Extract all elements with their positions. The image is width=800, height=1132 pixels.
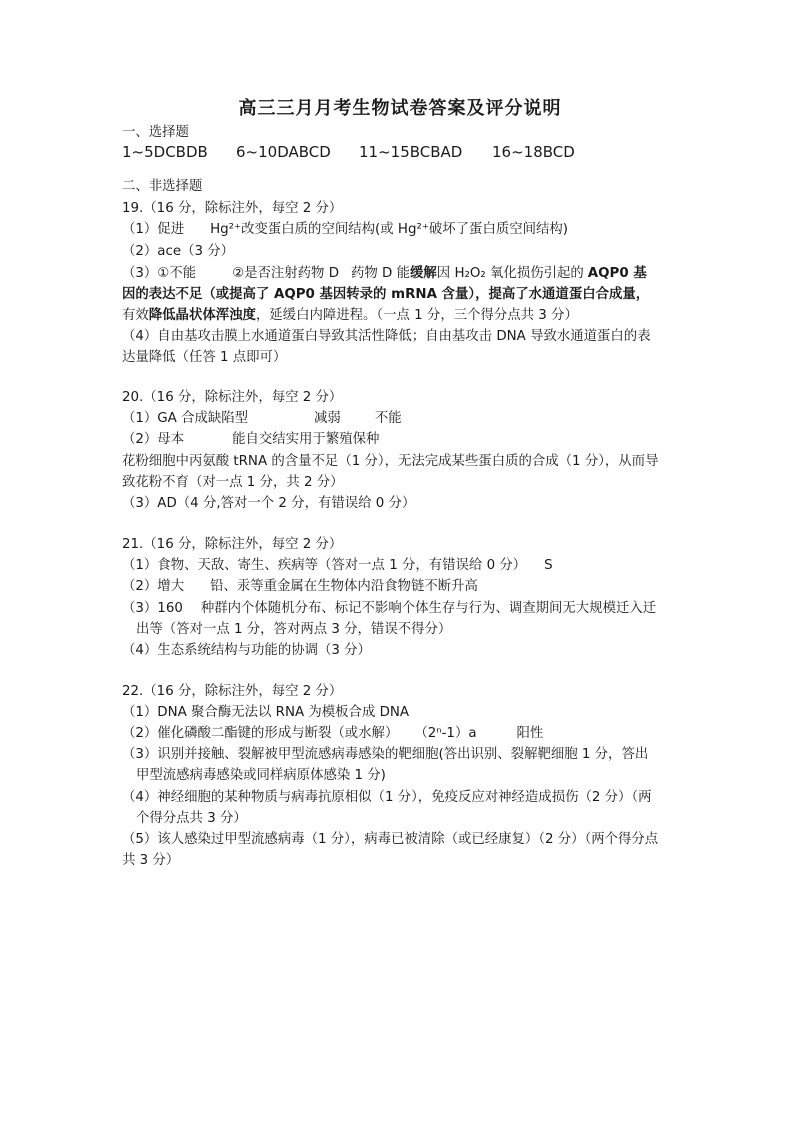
q22-answer-5: （5）该人感染过甲型流感病毒（1 分），病毒已被清除（或已经康复）（2 分）（两个得分点 <box>122 832 659 847</box>
q20-1-b: 减弱 <box>314 411 341 426</box>
q21-3-a: （3）160 <box>122 601 183 616</box>
q20-1-a: （1）GA 合成缺陷型 <box>122 411 249 426</box>
q22-answer-3-cont: 甲型流感病毒感染或同样病原体感染 1 分) <box>136 768 386 783</box>
q19-answer-2: （2）ace（3 分） <box>122 244 235 259</box>
q22-2-b: （2ⁿ-1）a <box>414 726 477 741</box>
q20-header: 20.（16 分，除标注外，每空 2 分） <box>122 390 343 405</box>
q22-answer-5-cont: 共 3 分） <box>122 853 180 868</box>
q22-header: 22.（16 分，除标注外，每空 2 分） <box>122 684 343 699</box>
q19-header: 19.（16 分，除标注外，每空 2 分） <box>122 201 343 216</box>
q19-3-c: 药物 D 能 <box>351 266 411 281</box>
q21-1-b: S <box>544 558 553 573</box>
q19-1-b: Hg²⁺改变蛋白质的空间结构(或 Hg²⁺破坏了蛋白质空间结构) <box>210 222 569 237</box>
q22-2-c: 阳性 <box>516 726 544 741</box>
q19-3-d: 缓解 <box>410 266 437 281</box>
q21-3-b: 种群内个体随机分布、标记不影响个体生存与行为、调查期间无大规模迁入迁 <box>200 601 657 616</box>
q22-2-a: （2）催化磷酸二酯键的形成与断裂（或水解） <box>122 726 399 741</box>
section-heading-multiple-choice: 一、选择题 <box>122 125 189 140</box>
answer-group-1-5: 1~5DCBDB <box>122 143 208 161</box>
q22-answer-4: （4）神经细胞的某种物质与病毒抗原相似（1 分），免疫反应对神经造成损伤（2 分）（两 <box>122 790 652 805</box>
q21-answer-4: （4）生态系统结构与功能的协调（3 分） <box>122 643 371 658</box>
q21-answer-1 <box>122 557 553 575</box>
q19-answer-1 <box>122 221 568 239</box>
q20-answer-2-cont: 花粉细胞中丙氨酸 tRNA 的含量不足（1 分），无法完成某些蛋白质的合成（1 分），从而导 <box>122 454 659 469</box>
q20-answer-1 <box>122 410 402 428</box>
answer-group-6-10: 6~10DABCD <box>236 143 331 161</box>
q22-answer-3: （3）识别并接触、裂解被甲型流感病毒感染的靶细胞(答出识别、裂解靶细胞 1 分，答出 <box>122 747 649 762</box>
q19-3-b: ②是否注射药物 D <box>232 266 340 281</box>
q19-1-a: （1）促进 <box>122 222 185 237</box>
q19-3-h: 降低晶状体浑浊度 <box>148 308 256 323</box>
q22-answer-1: （1）DNA 聚合酶无法以 RNA 为模板合成 DNA <box>122 705 410 720</box>
page-title: 高三三月月考生物试卷答案及评分说明 <box>238 98 562 119</box>
q20-answer-3: （3）AD（4 分,答对一个 2 分，有错误给 0 分） <box>122 496 416 511</box>
q19-answer-4: （4）自由基攻击膜上水通道蛋白导致其活性降低；自由基攻击 DNA 导致水通道蛋白的表 <box>122 329 651 344</box>
q19-3-i: ，延缓白内障进程。（一点 1 分，三个得分点共 3 分） <box>255 308 578 323</box>
q21-1-a: （1）食物、天敌、寄生、疾病等（答对一点 1 分，有错误给 0 分） <box>122 558 527 573</box>
q20-1-c: 不能 <box>374 411 402 426</box>
answer-group-16-18: 16~18BCD <box>492 143 575 161</box>
q21-header: 21.（16 分，除标注外，每空 2 分） <box>122 537 343 552</box>
q20-answer-2 <box>122 431 379 449</box>
q19-answer-3 <box>122 265 647 283</box>
q21-2-b: 铅、汞等重金属在生物体内沿食物链不断升高 <box>210 579 478 594</box>
section-heading-non-multiple-choice: 二、非选择题 <box>122 179 203 194</box>
q19-answer-3-cont: 因的表达不足（或提高了 AQP0 基因转录的 mRNA 含量），提高了水通道蛋白合成量， <box>122 287 650 302</box>
q19-answer-4-cont: 达量降低（任答 1 点即可） <box>122 350 287 365</box>
q19-3-e: 因 H₂O₂ 氧化损伤引起的 <box>436 266 584 281</box>
q22-answer-2 <box>122 725 543 743</box>
multiple-choice-answers <box>122 143 575 161</box>
q19-3-f: AQP0 基 <box>587 266 647 281</box>
answer-group-11-15: 11~15BCBAD <box>359 143 463 161</box>
q21-answer-2 <box>122 578 478 596</box>
q19-answer-3-cont2 <box>122 307 578 325</box>
q21-answer-3-cont: 出等（答对一点 1 分，答对两点 3 分，错误不得分） <box>136 622 452 637</box>
q19-3-a: （3）①不能 <box>122 266 197 281</box>
q20-2-a: （2）母本 <box>122 432 185 447</box>
q20-2-b: 能自交结实用于繁殖保种 <box>232 432 380 447</box>
q22-answer-4-cont: 个得分点共 3 分） <box>136 811 247 826</box>
q21-2-a: （2）增大 <box>122 579 185 594</box>
q20-answer-2-cont2: 致花粉不育（对一点 1 分，共 2 分） <box>122 475 344 490</box>
q21-answer-3 <box>122 600 656 618</box>
q19-3-g: 有效 <box>122 308 149 323</box>
